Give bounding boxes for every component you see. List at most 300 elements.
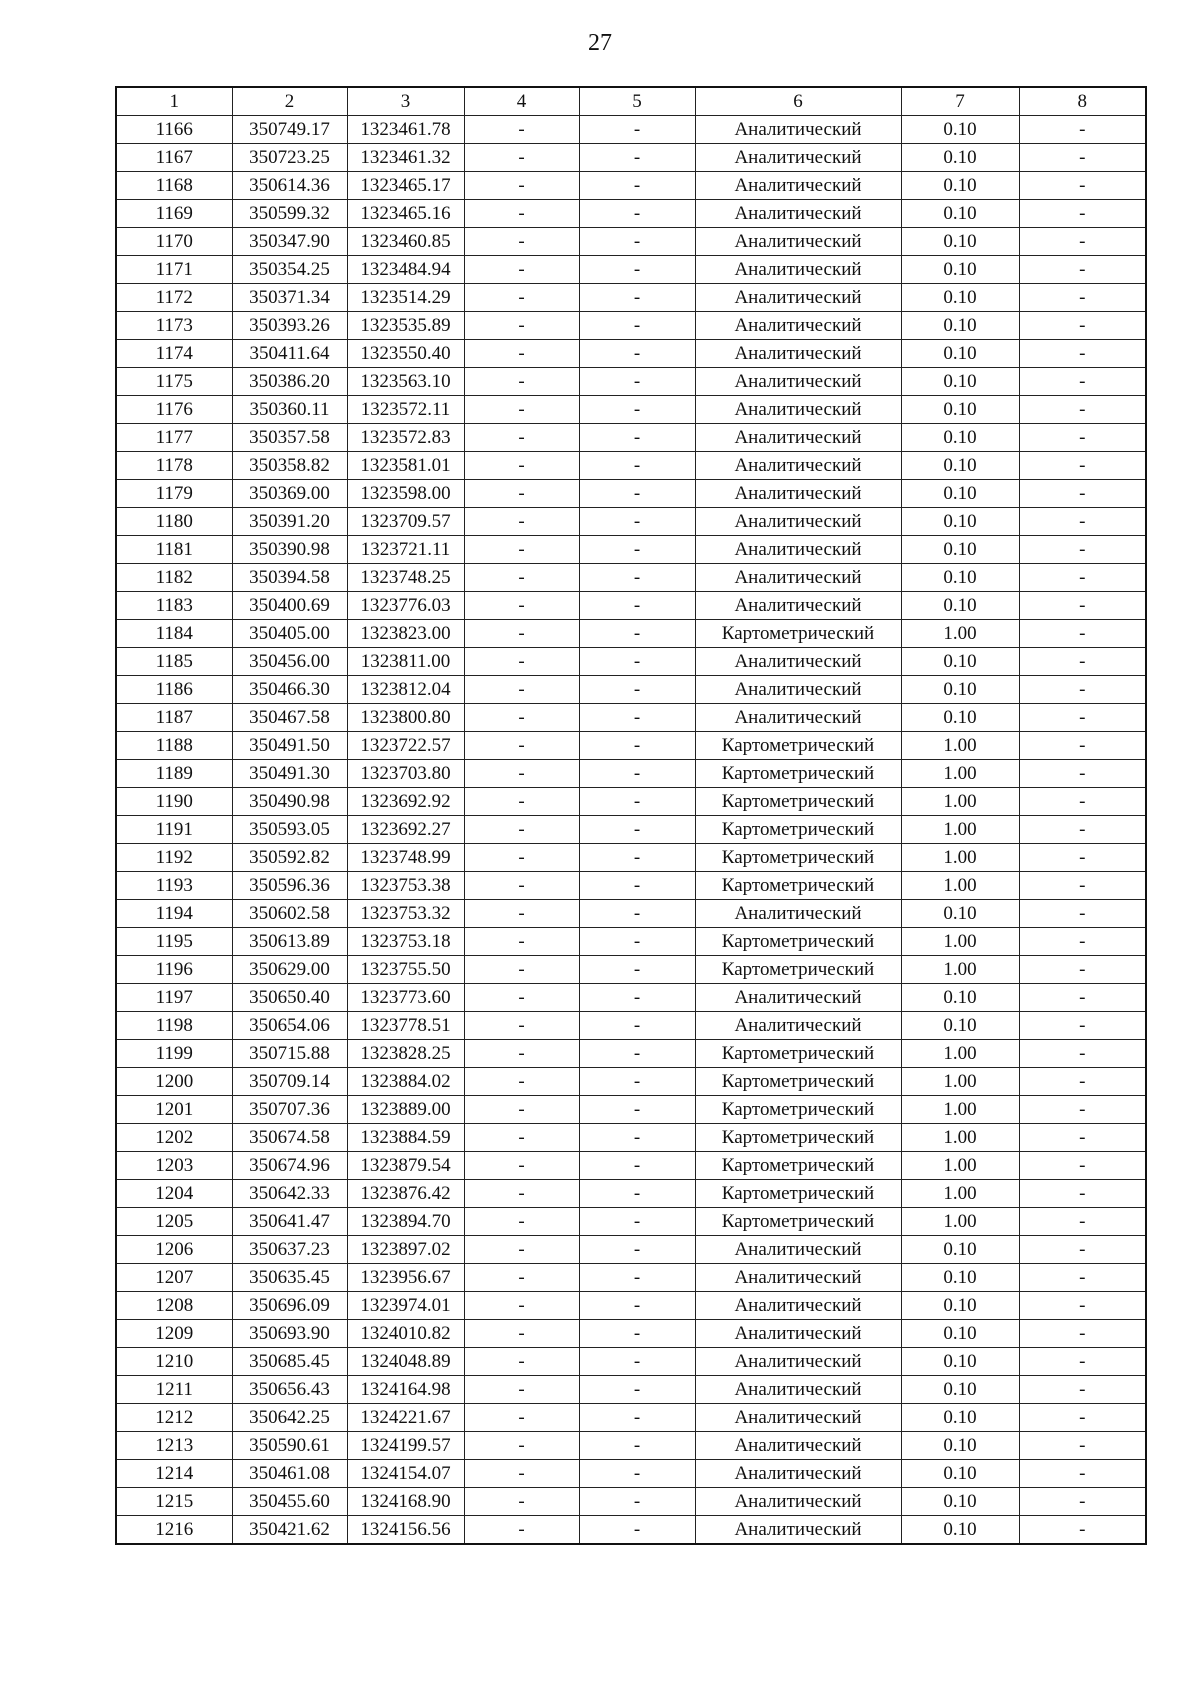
- col4-value-cell: -: [464, 1264, 579, 1292]
- col8-value-cell: -: [1019, 424, 1146, 452]
- method-cell: Аналитический: [695, 592, 901, 620]
- col5-value-cell: -: [579, 1152, 695, 1180]
- method-cell: Аналитический: [695, 1236, 901, 1264]
- point-number-cell: 1178: [116, 452, 232, 480]
- column-header: 8: [1019, 87, 1146, 116]
- point-number-cell: 1200: [116, 1068, 232, 1096]
- col4-value-cell: -: [464, 984, 579, 1012]
- table-row: [116, 1320, 1146, 1348]
- col4-value-cell: -: [464, 368, 579, 396]
- x-coordinate-cell: 350593.05: [232, 816, 347, 844]
- accuracy-cell: 1.00: [901, 760, 1019, 788]
- col8-value-cell: -: [1019, 1096, 1146, 1124]
- accuracy-cell: 0.10: [901, 508, 1019, 536]
- col4-value-cell: -: [464, 1152, 579, 1180]
- col5-value-cell: -: [579, 676, 695, 704]
- point-number-cell: 1188: [116, 732, 232, 760]
- col8-value-cell: -: [1019, 900, 1146, 928]
- point-number-cell: 1210: [116, 1348, 232, 1376]
- point-number-cell: 1185: [116, 648, 232, 676]
- method-cell: Картометрический: [695, 956, 901, 984]
- col5-value-cell: -: [579, 816, 695, 844]
- method-cell: Аналитический: [695, 424, 901, 452]
- point-number-cell: 1183: [116, 592, 232, 620]
- y-coordinate-cell: 1323709.57: [347, 508, 464, 536]
- method-cell: Аналитический: [695, 340, 901, 368]
- x-coordinate-cell: 350693.90: [232, 1320, 347, 1348]
- x-coordinate-cell: 350635.45: [232, 1264, 347, 1292]
- y-coordinate-cell: 1323884.59: [347, 1124, 464, 1152]
- point-number-cell: 1171: [116, 256, 232, 284]
- method-cell: Аналитический: [695, 368, 901, 396]
- table-row: [116, 340, 1146, 368]
- x-coordinate-cell: 350405.00: [232, 620, 347, 648]
- table-row: [116, 704, 1146, 732]
- y-coordinate-cell: 1323572.83: [347, 424, 464, 452]
- col4-value-cell: -: [464, 144, 579, 172]
- col5-value-cell: -: [579, 144, 695, 172]
- col4-value-cell: -: [464, 1348, 579, 1376]
- x-coordinate-cell: 350641.47: [232, 1208, 347, 1236]
- method-cell: Аналитический: [695, 452, 901, 480]
- col4-value-cell: -: [464, 396, 579, 424]
- accuracy-cell: 0.10: [901, 1516, 1019, 1545]
- table-row: [116, 592, 1146, 620]
- col8-value-cell: -: [1019, 1068, 1146, 1096]
- point-number-cell: 1186: [116, 676, 232, 704]
- table-row: [116, 1432, 1146, 1460]
- y-coordinate-cell: 1323550.40: [347, 340, 464, 368]
- y-coordinate-cell: 1324199.57: [347, 1432, 464, 1460]
- y-coordinate-cell: 1323773.60: [347, 984, 464, 1012]
- col5-value-cell: -: [579, 592, 695, 620]
- method-cell: Картометрический: [695, 816, 901, 844]
- y-coordinate-cell: 1323894.70: [347, 1208, 464, 1236]
- col4-value-cell: -: [464, 1096, 579, 1124]
- method-cell: Аналитический: [695, 256, 901, 284]
- point-number-cell: 1173: [116, 312, 232, 340]
- y-coordinate-cell: 1323535.89: [347, 312, 464, 340]
- col5-value-cell: -: [579, 1236, 695, 1264]
- method-cell: Аналитический: [695, 480, 901, 508]
- y-coordinate-cell: 1324048.89: [347, 1348, 464, 1376]
- table-row: [116, 368, 1146, 396]
- col4-value-cell: -: [464, 1124, 579, 1152]
- point-number-cell: 1177: [116, 424, 232, 452]
- point-number-cell: 1189: [116, 760, 232, 788]
- point-number-cell: 1191: [116, 816, 232, 844]
- col4-value-cell: -: [464, 1180, 579, 1208]
- table-row: [116, 844, 1146, 872]
- table-row: [116, 284, 1146, 312]
- table-row: [116, 1460, 1146, 1488]
- point-number-cell: 1172: [116, 284, 232, 312]
- y-coordinate-cell: 1324010.82: [347, 1320, 464, 1348]
- accuracy-cell: 0.10: [901, 1320, 1019, 1348]
- col4-value-cell: -: [464, 648, 579, 676]
- method-cell: Аналитический: [695, 1516, 901, 1545]
- y-coordinate-cell: 1323800.80: [347, 704, 464, 732]
- col4-value-cell: -: [464, 340, 579, 368]
- x-coordinate-cell: 350490.98: [232, 788, 347, 816]
- point-number-cell: 1175: [116, 368, 232, 396]
- y-coordinate-cell: 1323755.50: [347, 956, 464, 984]
- column-header: 5: [579, 87, 695, 116]
- table-row: [116, 480, 1146, 508]
- accuracy-cell: 1.00: [901, 872, 1019, 900]
- y-coordinate-cell: 1323722.57: [347, 732, 464, 760]
- table-body: [116, 87, 1146, 1544]
- y-coordinate-cell: 1323721.11: [347, 536, 464, 564]
- col5-value-cell: -: [579, 508, 695, 536]
- col4-value-cell: -: [464, 1236, 579, 1264]
- col8-value-cell: -: [1019, 872, 1146, 900]
- point-number-cell: 1196: [116, 956, 232, 984]
- method-cell: Аналитический: [695, 116, 901, 144]
- col8-value-cell: -: [1019, 592, 1146, 620]
- method-cell: Аналитический: [695, 1320, 901, 1348]
- col4-value-cell: -: [464, 172, 579, 200]
- accuracy-cell: 1.00: [901, 1180, 1019, 1208]
- point-number-cell: 1182: [116, 564, 232, 592]
- col4-value-cell: -: [464, 1040, 579, 1068]
- x-coordinate-cell: 350674.58: [232, 1124, 347, 1152]
- point-number-cell: 1181: [116, 536, 232, 564]
- col4-value-cell: -: [464, 480, 579, 508]
- col8-value-cell: -: [1019, 676, 1146, 704]
- method-cell: Аналитический: [695, 536, 901, 564]
- method-cell: Картометрический: [695, 1068, 901, 1096]
- accuracy-cell: 0.10: [901, 564, 1019, 592]
- table-row: [116, 200, 1146, 228]
- x-coordinate-cell: 350613.89: [232, 928, 347, 956]
- col5-value-cell: -: [579, 312, 695, 340]
- y-coordinate-cell: 1323460.85: [347, 228, 464, 256]
- method-cell: Картометрический: [695, 1124, 901, 1152]
- col8-value-cell: -: [1019, 1012, 1146, 1040]
- method-cell: Аналитический: [695, 1404, 901, 1432]
- x-coordinate-cell: 350358.82: [232, 452, 347, 480]
- accuracy-cell: 0.10: [901, 144, 1019, 172]
- method-cell: Аналитический: [695, 564, 901, 592]
- page-number: 27: [588, 30, 612, 56]
- col8-value-cell: -: [1019, 1516, 1146, 1545]
- col5-value-cell: -: [579, 1012, 695, 1040]
- col5-value-cell: -: [579, 1124, 695, 1152]
- col5-value-cell: -: [579, 648, 695, 676]
- method-cell: Аналитический: [695, 200, 901, 228]
- point-number-cell: 1199: [116, 1040, 232, 1068]
- table-row: [116, 536, 1146, 564]
- col8-value-cell: -: [1019, 956, 1146, 984]
- method-cell: Аналитический: [695, 1376, 901, 1404]
- x-coordinate-cell: 350371.34: [232, 284, 347, 312]
- method-cell: Аналитический: [695, 648, 901, 676]
- point-number-cell: 1169: [116, 200, 232, 228]
- col4-value-cell: -: [464, 1516, 579, 1545]
- col4-value-cell: -: [464, 256, 579, 284]
- point-number-cell: 1206: [116, 1236, 232, 1264]
- accuracy-cell: 1.00: [901, 1124, 1019, 1152]
- x-coordinate-cell: 350642.25: [232, 1404, 347, 1432]
- table-row: [116, 1152, 1146, 1180]
- point-number-cell: 1214: [116, 1460, 232, 1488]
- y-coordinate-cell: 1323572.11: [347, 396, 464, 424]
- col8-value-cell: -: [1019, 1432, 1146, 1460]
- accuracy-cell: 0.10: [901, 1264, 1019, 1292]
- y-coordinate-cell: 1323897.02: [347, 1236, 464, 1264]
- x-coordinate-cell: 350466.30: [232, 676, 347, 704]
- y-coordinate-cell: 1323692.92: [347, 788, 464, 816]
- accuracy-cell: 0.10: [901, 704, 1019, 732]
- point-number-cell: 1170: [116, 228, 232, 256]
- x-coordinate-cell: 350354.25: [232, 256, 347, 284]
- col4-value-cell: -: [464, 424, 579, 452]
- coordinates-table: [115, 86, 1147, 1545]
- method-cell: Картометрический: [695, 620, 901, 648]
- col8-value-cell: -: [1019, 172, 1146, 200]
- point-number-cell: 1209: [116, 1320, 232, 1348]
- y-coordinate-cell: 1323753.38: [347, 872, 464, 900]
- accuracy-cell: 0.10: [901, 424, 1019, 452]
- y-coordinate-cell: 1323884.02: [347, 1068, 464, 1096]
- accuracy-cell: 1.00: [901, 1040, 1019, 1068]
- x-coordinate-cell: 350369.00: [232, 480, 347, 508]
- col5-value-cell: -: [579, 928, 695, 956]
- accuracy-cell: 1.00: [901, 1208, 1019, 1236]
- table-row: [116, 396, 1146, 424]
- accuracy-cell: 0.10: [901, 536, 1019, 564]
- method-cell: Аналитический: [695, 900, 901, 928]
- y-coordinate-cell: 1323703.80: [347, 760, 464, 788]
- column-header: 2: [232, 87, 347, 116]
- x-coordinate-cell: 350709.14: [232, 1068, 347, 1096]
- table-row: [116, 816, 1146, 844]
- col4-value-cell: -: [464, 1012, 579, 1040]
- y-coordinate-cell: 1323974.01: [347, 1292, 464, 1320]
- col5-value-cell: -: [579, 1460, 695, 1488]
- col4-value-cell: -: [464, 116, 579, 144]
- col5-value-cell: -: [579, 760, 695, 788]
- x-coordinate-cell: 350461.08: [232, 1460, 347, 1488]
- x-coordinate-cell: 350491.50: [232, 732, 347, 760]
- col8-value-cell: -: [1019, 1040, 1146, 1068]
- col8-value-cell: -: [1019, 452, 1146, 480]
- x-coordinate-cell: 350360.11: [232, 396, 347, 424]
- point-number-cell: 1197: [116, 984, 232, 1012]
- table-row: [116, 144, 1146, 172]
- accuracy-cell: 0.10: [901, 368, 1019, 396]
- point-number-cell: 1195: [116, 928, 232, 956]
- y-coordinate-cell: 1323776.03: [347, 592, 464, 620]
- table-row: [116, 1124, 1146, 1152]
- accuracy-cell: 0.10: [901, 676, 1019, 704]
- table-row: [116, 1264, 1146, 1292]
- column-header: 4: [464, 87, 579, 116]
- table-row: [116, 732, 1146, 760]
- method-cell: Аналитический: [695, 1264, 901, 1292]
- x-coordinate-cell: 350394.58: [232, 564, 347, 592]
- method-cell: Аналитический: [695, 396, 901, 424]
- col5-value-cell: -: [579, 200, 695, 228]
- x-coordinate-cell: 350456.00: [232, 648, 347, 676]
- y-coordinate-cell: 1324154.07: [347, 1460, 464, 1488]
- point-number-cell: 1168: [116, 172, 232, 200]
- table-row: [116, 788, 1146, 816]
- point-number-cell: 1180: [116, 508, 232, 536]
- col4-value-cell: -: [464, 1432, 579, 1460]
- y-coordinate-cell: 1323514.29: [347, 284, 464, 312]
- x-coordinate-cell: 350393.26: [232, 312, 347, 340]
- col5-value-cell: -: [579, 536, 695, 564]
- table-row: [116, 1348, 1146, 1376]
- x-coordinate-cell: 350685.45: [232, 1348, 347, 1376]
- col8-value-cell: -: [1019, 508, 1146, 536]
- table-row: [116, 1292, 1146, 1320]
- accuracy-cell: 0.10: [901, 312, 1019, 340]
- col4-value-cell: -: [464, 200, 579, 228]
- col5-value-cell: -: [579, 984, 695, 1012]
- col4-value-cell: -: [464, 284, 579, 312]
- x-coordinate-cell: 350455.60: [232, 1488, 347, 1516]
- col4-value-cell: -: [464, 844, 579, 872]
- point-number-cell: 1204: [116, 1180, 232, 1208]
- table-row: [116, 1040, 1146, 1068]
- table-row: [116, 872, 1146, 900]
- point-number-cell: 1184: [116, 620, 232, 648]
- method-cell: Аналитический: [695, 144, 901, 172]
- x-coordinate-cell: 350386.20: [232, 368, 347, 396]
- y-coordinate-cell: 1323753.18: [347, 928, 464, 956]
- col8-value-cell: -: [1019, 816, 1146, 844]
- col8-value-cell: -: [1019, 620, 1146, 648]
- col8-value-cell: -: [1019, 1124, 1146, 1152]
- method-cell: Аналитический: [695, 228, 901, 256]
- col5-value-cell: -: [579, 1348, 695, 1376]
- x-coordinate-cell: 350590.61: [232, 1432, 347, 1460]
- col8-value-cell: -: [1019, 648, 1146, 676]
- col4-value-cell: -: [464, 928, 579, 956]
- col5-value-cell: -: [579, 1488, 695, 1516]
- col4-value-cell: -: [464, 508, 579, 536]
- table-row: [116, 564, 1146, 592]
- header-row: [116, 87, 1146, 116]
- col5-value-cell: -: [579, 228, 695, 256]
- column-header: 7: [901, 87, 1019, 116]
- accuracy-cell: 0.10: [901, 1488, 1019, 1516]
- col5-value-cell: -: [579, 1516, 695, 1545]
- accuracy-cell: 0.10: [901, 1404, 1019, 1432]
- point-number-cell: 1176: [116, 396, 232, 424]
- y-coordinate-cell: 1323879.54: [347, 1152, 464, 1180]
- y-coordinate-cell: 1323598.00: [347, 480, 464, 508]
- col8-value-cell: -: [1019, 1208, 1146, 1236]
- accuracy-cell: 1.00: [901, 956, 1019, 984]
- x-coordinate-cell: 350602.58: [232, 900, 347, 928]
- col5-value-cell: -: [579, 564, 695, 592]
- x-coordinate-cell: 350707.36: [232, 1096, 347, 1124]
- point-number-cell: 1215: [116, 1488, 232, 1516]
- col8-value-cell: -: [1019, 228, 1146, 256]
- col5-value-cell: -: [579, 424, 695, 452]
- col8-value-cell: -: [1019, 844, 1146, 872]
- method-cell: Аналитический: [695, 312, 901, 340]
- y-coordinate-cell: 1323828.25: [347, 1040, 464, 1068]
- x-coordinate-cell: 350592.82: [232, 844, 347, 872]
- col4-value-cell: -: [464, 312, 579, 340]
- col8-value-cell: -: [1019, 312, 1146, 340]
- table-row: [116, 676, 1146, 704]
- x-coordinate-cell: 350596.36: [232, 872, 347, 900]
- col4-value-cell: -: [464, 900, 579, 928]
- y-coordinate-cell: 1323563.10: [347, 368, 464, 396]
- method-cell: Аналитический: [695, 508, 901, 536]
- x-coordinate-cell: 350390.98: [232, 536, 347, 564]
- y-coordinate-cell: 1323748.25: [347, 564, 464, 592]
- col5-value-cell: -: [579, 1040, 695, 1068]
- method-cell: Аналитический: [695, 172, 901, 200]
- col5-value-cell: -: [579, 1208, 695, 1236]
- col8-value-cell: -: [1019, 984, 1146, 1012]
- accuracy-cell: 0.10: [901, 396, 1019, 424]
- col4-value-cell: -: [464, 872, 579, 900]
- x-coordinate-cell: 350491.30: [232, 760, 347, 788]
- table-row: [116, 508, 1146, 536]
- col5-value-cell: -: [579, 396, 695, 424]
- table-row: [116, 1180, 1146, 1208]
- accuracy-cell: 0.10: [901, 256, 1019, 284]
- accuracy-cell: 0.10: [901, 228, 1019, 256]
- col8-value-cell: -: [1019, 284, 1146, 312]
- point-number-cell: 1179: [116, 480, 232, 508]
- y-coordinate-cell: 1324156.56: [347, 1516, 464, 1545]
- point-number-cell: 1211: [116, 1376, 232, 1404]
- col8-value-cell: -: [1019, 760, 1146, 788]
- y-coordinate-cell: 1323461.32: [347, 144, 464, 172]
- point-number-cell: 1216: [116, 1516, 232, 1545]
- col4-value-cell: -: [464, 452, 579, 480]
- col8-value-cell: -: [1019, 396, 1146, 424]
- x-coordinate-cell: 350715.88: [232, 1040, 347, 1068]
- point-number-cell: 1202: [116, 1124, 232, 1152]
- point-number-cell: 1190: [116, 788, 232, 816]
- table-row: [116, 424, 1146, 452]
- col5-value-cell: -: [579, 1376, 695, 1404]
- x-coordinate-cell: 350637.23: [232, 1236, 347, 1264]
- col5-value-cell: -: [579, 480, 695, 508]
- col4-value-cell: -: [464, 816, 579, 844]
- method-cell: Картометрический: [695, 732, 901, 760]
- accuracy-cell: 1.00: [901, 732, 1019, 760]
- point-number-cell: 1208: [116, 1292, 232, 1320]
- table-row: [116, 116, 1146, 144]
- y-coordinate-cell: 1323876.42: [347, 1180, 464, 1208]
- x-coordinate-cell: 350357.58: [232, 424, 347, 452]
- point-number-cell: 1207: [116, 1264, 232, 1292]
- col4-value-cell: -: [464, 1460, 579, 1488]
- y-coordinate-cell: 1323823.00: [347, 620, 464, 648]
- accuracy-cell: 0.10: [901, 900, 1019, 928]
- method-cell: Картометрический: [695, 760, 901, 788]
- col8-value-cell: -: [1019, 1376, 1146, 1404]
- method-cell: Аналитический: [695, 704, 901, 732]
- col5-value-cell: -: [579, 368, 695, 396]
- accuracy-cell: 0.10: [901, 592, 1019, 620]
- accuracy-cell: 1.00: [901, 1152, 1019, 1180]
- col5-value-cell: -: [579, 704, 695, 732]
- col5-value-cell: -: [579, 788, 695, 816]
- accuracy-cell: 0.10: [901, 1348, 1019, 1376]
